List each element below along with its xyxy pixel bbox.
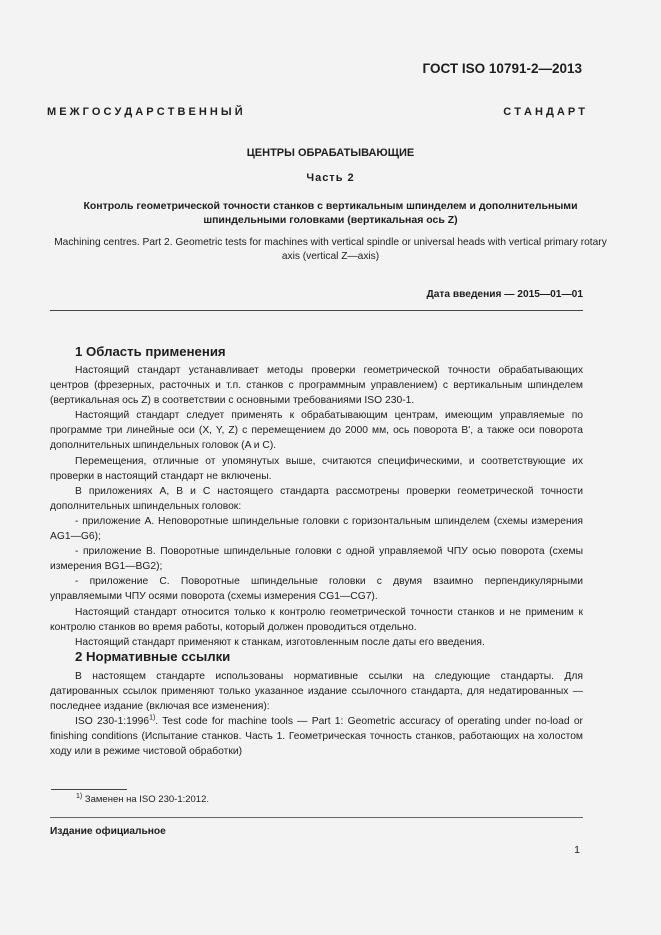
paragraph: В настоящем стандарте использованы нормативные ссылки на следующие стандарты. Для датированных ссылок применяют только указанное издание ссылочного стандарта, для недатированных — последнее издание (включая все изменения): — [50, 671, 583, 713]
footnote-mark: 1) — [76, 792, 83, 800]
banner-word-1: М Е Ж Г О С У Д А Р С Т В Е Н Н Ы Й — [47, 106, 243, 118]
paragraph: Настоящий стандарт следует применять к обрабатывающим центрам, имеющим управляемые по программе три линейные оси (X, Y, Z) с перемещением до 2000 мм, ось поворота B', а также оси поворота дополнительных шпиндельных головок (A и C). — [50, 410, 583, 452]
footnote-marker: 1) — [149, 714, 156, 722]
effective-date: Дата введения — 2015—01—01 — [426, 289, 583, 300]
document-part: Часть 2 — [306, 172, 355, 184]
divider — [50, 310, 583, 311]
section-1-body — [50, 363, 583, 650]
section-2-title: 2 Нормативные ссылки — [75, 649, 231, 664]
document-subtitle-ru: Контроль геометрической точности станков с вертикальным шпинделем и дополнительными шпиндельными головками (вертикальная ось Z) — [83, 200, 578, 226]
footer-divider — [50, 817, 583, 818]
footnote-text: Заменен на ISO 230-1:2012. — [82, 794, 210, 805]
reference-text: . Test code for machine tools — Part 1: Geometric accuracy of operating under no-load or finishing conditions (Испытание станков. Часть 1. Геометрическая точность станков, работающих на холостом ходу или в режиме чистовой обработки) — [50, 716, 583, 758]
document-title: ЦЕНТРЫ ОБРАБАТЫВАЮЩИЕ — [246, 147, 415, 159]
paragraph: В приложениях A, B и C настоящего стандарта рассмотрены проверки геометрической точности дополнительных шпиндельных головок: — [50, 485, 583, 512]
section-1-title: 1 Область применения — [75, 344, 226, 359]
reference-code: ISO 230-1:1996 — [75, 716, 150, 728]
banner-word-2: С Т А Н Д А Р Т — [503, 106, 585, 118]
paragraph: Настоящий стандарт относится только к контролю геометрической точности станков и не применим к контролю станков во время работы, который должен проводиться отдельно. — [50, 606, 583, 633]
footnote — [76, 794, 209, 805]
interstate-standard-banner — [47, 106, 585, 118]
page-number: 1 — [574, 844, 580, 856]
document-subtitle-en: Machining centres. Part 2. Geometric tests for machines with vertical spindle or universal heads with vertical primary rotary axis (vertical Z—axis) — [54, 237, 607, 262]
list-item: - приложение A. Неповоротные шпиндельные головки с горизонтальным шпинделем (схемы измерения AG1—G6); — [50, 515, 583, 543]
section-2-body — [50, 669, 583, 760]
normative-reference — [50, 714, 583, 759]
paragraph: Перемещения, отличные от упомянутых выше, считаются специфическими, и соответствующие их проверки в настоящий стандарт не включены. — [50, 455, 583, 482]
paragraph: Настоящий стандарт устанавливает методы проверки геометрической точности обрабатывающих центров (фрезерных, расточных и т.п. станков с программным управлением) с вертикальным шпинделем (вертикальная ось Z) в соответствии с основными требованиями ISO 230-1. — [50, 365, 583, 407]
list-item: - приложение B. Поворотные шпиндельные головки с одной управляемой ЧПУ осью поворота (схемы измерения BG1—BG2); — [50, 546, 583, 573]
footnote-divider — [51, 789, 127, 790]
edition-label: Издание официальное — [50, 826, 166, 837]
list-item: - приложение C. Поворотные шпиндельные головки с двумя взаимно перпендикулярными управляемыми ЧПУ осями поворота (схемы измерения CG1—CG7). — [50, 576, 583, 603]
document-code: ГОСТ ISO 10791-2—2013 — [422, 61, 582, 76]
paragraph: Настоящий стандарт применяют к станкам, изготовленным после даты его введения. — [75, 636, 485, 648]
